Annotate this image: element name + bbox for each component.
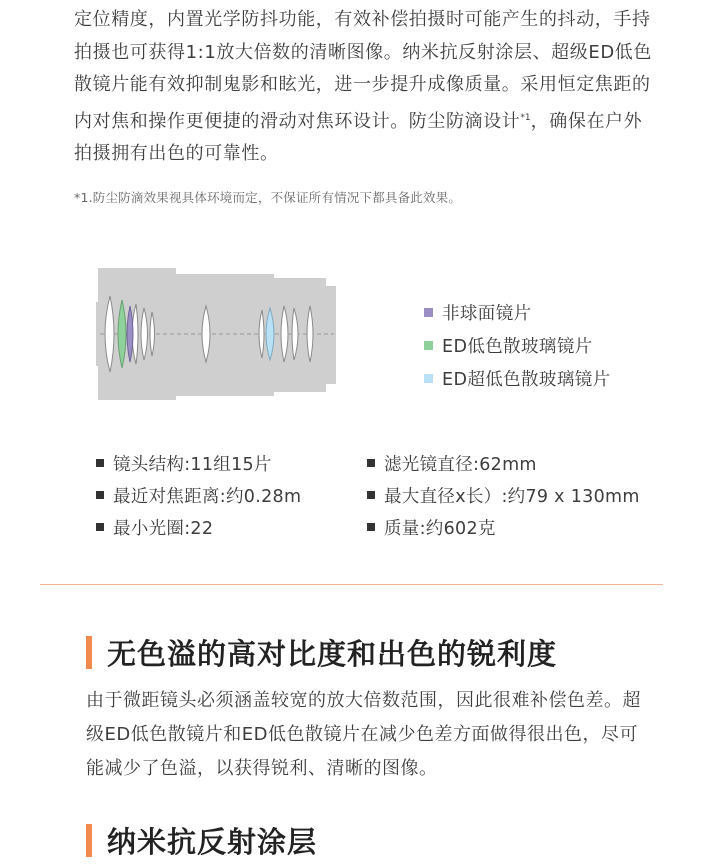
legend-swatch	[424, 308, 433, 317]
bullet-icon	[367, 523, 375, 531]
spec-text: 最小光圈:22	[113, 518, 214, 539]
spec-text: 镜头结构:11组15片	[113, 454, 272, 475]
section-title: 无色溢的高对比度和出色的锐利度	[107, 637, 558, 671]
lens-legend	[424, 296, 611, 395]
heading-accent-bar	[86, 636, 92, 669]
intro-text-end: ，确保在户外拍摄拥有出色的可靠性。	[74, 110, 643, 164]
spec-item	[367, 479, 640, 511]
spec-item	[367, 511, 640, 543]
bullet-icon	[367, 491, 375, 499]
spec-text: 质量:约602克	[384, 518, 496, 539]
spec-list-right	[367, 447, 640, 543]
spec-item	[96, 511, 301, 543]
legend-item-ed	[424, 329, 611, 362]
legend-label: ED低色散玻璃镜片	[442, 337, 593, 357]
section-title: 纳米抗反射涂层	[107, 825, 318, 859]
spec-item	[367, 447, 640, 479]
spec-item	[96, 479, 301, 511]
legend-swatch	[424, 341, 433, 350]
legend-item-aspherical	[424, 296, 611, 329]
section-body: 由于微距镜头必须涵盖较宽的放大倍数范围，因此很难补偿色差。超级ED低色散镜片和ED低色散镜片在减少色差方面做得很出色，尽可能减少了色溢，以获得锐利、清晰的图像。	[86, 690, 641, 779]
legend-swatch	[424, 374, 433, 383]
bullet-icon	[96, 459, 104, 467]
footnote: *1.防尘防滴效果视具体环境而定，不保证所有情况下都具备此效果。	[74, 190, 462, 205]
lens-cross-section-diagram	[96, 266, 336, 402]
spec-list-left	[96, 447, 301, 543]
spec-text: 滤光镜直径:62mm	[384, 454, 537, 475]
heading-accent-bar	[86, 824, 92, 857]
spec-text: 最近对焦距离:约0.28m	[113, 486, 302, 507]
bullet-icon	[96, 491, 104, 499]
spec-text: 最大直径x长）:约79 x 130mm	[384, 486, 640, 507]
intro-paragraph	[74, 4, 654, 171]
legend-item-super-ed	[424, 362, 611, 395]
footnote-ref: *1	[520, 112, 531, 123]
lens-diagram-svg	[96, 266, 336, 402]
legend-label: 非球面镜片	[442, 304, 532, 324]
section-divider	[40, 584, 663, 585]
section-heading	[86, 820, 317, 861]
bullet-icon	[96, 523, 104, 531]
section-heading	[86, 632, 557, 673]
spec-item	[96, 447, 301, 479]
legend-label: ED超低色散玻璃镜片	[442, 370, 611, 390]
intro-text: 定位精度，内置光学防抖功能，有效补偿拍摄时可能产生的抖动，手持拍摄也可获得1:1放大倍数的清晰图像。纳米抗反射涂层、超级ED低色散镜片能有效抑制鬼影和眩光，进一步提升成像质量。采用恒定焦距的内对焦和操作更便捷的滑动对焦环设计。防尘防滴设计	[74, 9, 652, 132]
bullet-icon	[367, 459, 375, 467]
